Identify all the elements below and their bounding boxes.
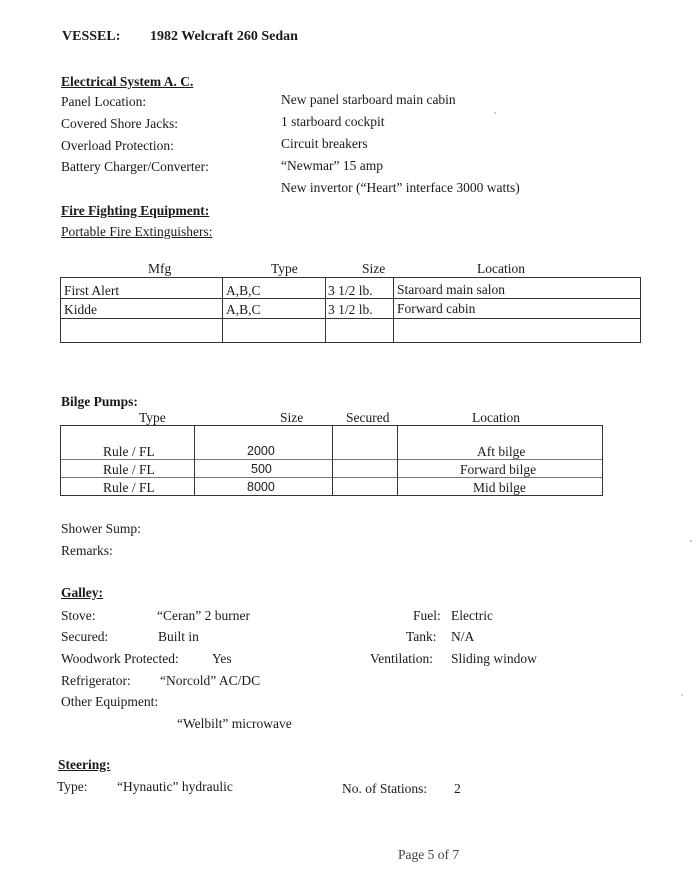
bilge-column-header: Secured xyxy=(346,410,390,425)
galley-fuel-label: Fuel: xyxy=(413,608,441,623)
galley-ventilation-label: Ventilation: xyxy=(370,651,433,666)
scan-speck xyxy=(494,112,496,114)
galley-woodwork-value: Yes xyxy=(212,651,232,666)
table-cell: Aft bilge xyxy=(477,444,526,459)
table-cell: Staroard main salon xyxy=(397,282,505,297)
electrical-value: Circuit breakers xyxy=(281,136,368,151)
galley-fuel-value: Electric xyxy=(451,608,493,623)
galley-refrigerator-label: Refrigerator: xyxy=(61,673,131,688)
electrical-label: Panel Location: xyxy=(61,94,147,109)
electrical-value: 1 starboard cockpit xyxy=(281,114,385,129)
galley-other-value: “Welbilt” microwave xyxy=(177,716,292,731)
galley-title: Galley: xyxy=(61,585,103,600)
bilge-column-header: Type xyxy=(139,410,166,425)
steering-type-label: Type: xyxy=(57,779,88,794)
vessel-name: 1982 Welcraft 260 Sedan xyxy=(150,29,298,44)
table-cell: Forward bilge xyxy=(460,462,537,477)
table-cell: A,B,C xyxy=(226,302,261,317)
table-cell: Rule / FL xyxy=(103,444,155,459)
scan-speck xyxy=(690,540,692,542)
page-number: Page 5 of 7 xyxy=(398,847,460,862)
galley-secured-value: Built in xyxy=(158,629,199,644)
galley-tank-label: Tank: xyxy=(406,629,437,644)
table-cell: 500 xyxy=(251,462,272,476)
galley-other-label: Other Equipment: xyxy=(61,694,159,709)
galley-woodwork-label: Woodwork Protected: xyxy=(61,651,179,666)
electrical-value: “Newmar” 15 amp xyxy=(281,158,383,173)
electrical-value: New panel starboard main cabin xyxy=(281,92,456,107)
electrical-label: Covered Shore Jacks: xyxy=(61,116,178,131)
bilge-column-header: Location xyxy=(472,410,520,425)
table-cell: 3 1/2 lb. xyxy=(328,302,373,317)
fire-title: Fire Fighting Equipment: xyxy=(61,203,210,218)
galley-secured-label: Secured: xyxy=(61,629,109,644)
galley-stove-label: Stove: xyxy=(61,608,96,623)
shower-sump-label: Shower Sump: xyxy=(61,521,141,536)
table-cell: 2000 xyxy=(247,444,275,458)
table-cell: Rule / FL xyxy=(103,462,155,477)
table-cell: Mid bilge xyxy=(473,480,526,495)
remarks-label: Remarks: xyxy=(61,543,113,558)
fire-column-header: Type xyxy=(271,261,298,276)
table-cell: Forward cabin xyxy=(397,301,476,316)
fire-column-header: Size xyxy=(362,261,386,276)
galley-stove-value: “Ceran” 2 burner xyxy=(157,608,250,623)
vessel-label: VESSEL: xyxy=(62,29,121,44)
table-cell: First Alert xyxy=(64,283,120,298)
galley-ventilation-value: Sliding window xyxy=(451,651,537,666)
fire-subtitle: Portable Fire Extinguishers: xyxy=(61,224,213,239)
electrical-label: Battery Charger/Converter: xyxy=(61,159,209,174)
bilge-title: Bilge Pumps: xyxy=(61,394,138,409)
table-cell: Kidde xyxy=(64,302,97,317)
electrical-title: Electrical System A. C. xyxy=(61,74,194,89)
scan-speck xyxy=(681,694,683,696)
steering-title: Steering: xyxy=(58,757,111,772)
table-cell: 3 1/2 lb. xyxy=(328,283,373,298)
table-cell: A,B,C xyxy=(226,283,261,298)
electrical-extra: New invertor (“Heart” interface 3000 watts) xyxy=(281,180,520,195)
table-cell: 8000 xyxy=(247,480,275,494)
electrical-label: Overload Protection: xyxy=(61,138,174,153)
steering-stations-value: 2 xyxy=(454,781,461,796)
fire-column-header: Mfg xyxy=(148,261,172,276)
fire-column-header: Location xyxy=(477,261,525,276)
galley-refrigerator-value: “Norcold” AC/DC xyxy=(160,673,261,688)
steering-stations-label: No. of Stations: xyxy=(342,781,428,796)
steering-type-value: “Hynautic” hydraulic xyxy=(117,779,233,794)
galley-tank-value: N/A xyxy=(451,629,475,644)
bilge-column-header: Size xyxy=(280,410,304,425)
table-cell: Rule / FL xyxy=(103,480,155,495)
